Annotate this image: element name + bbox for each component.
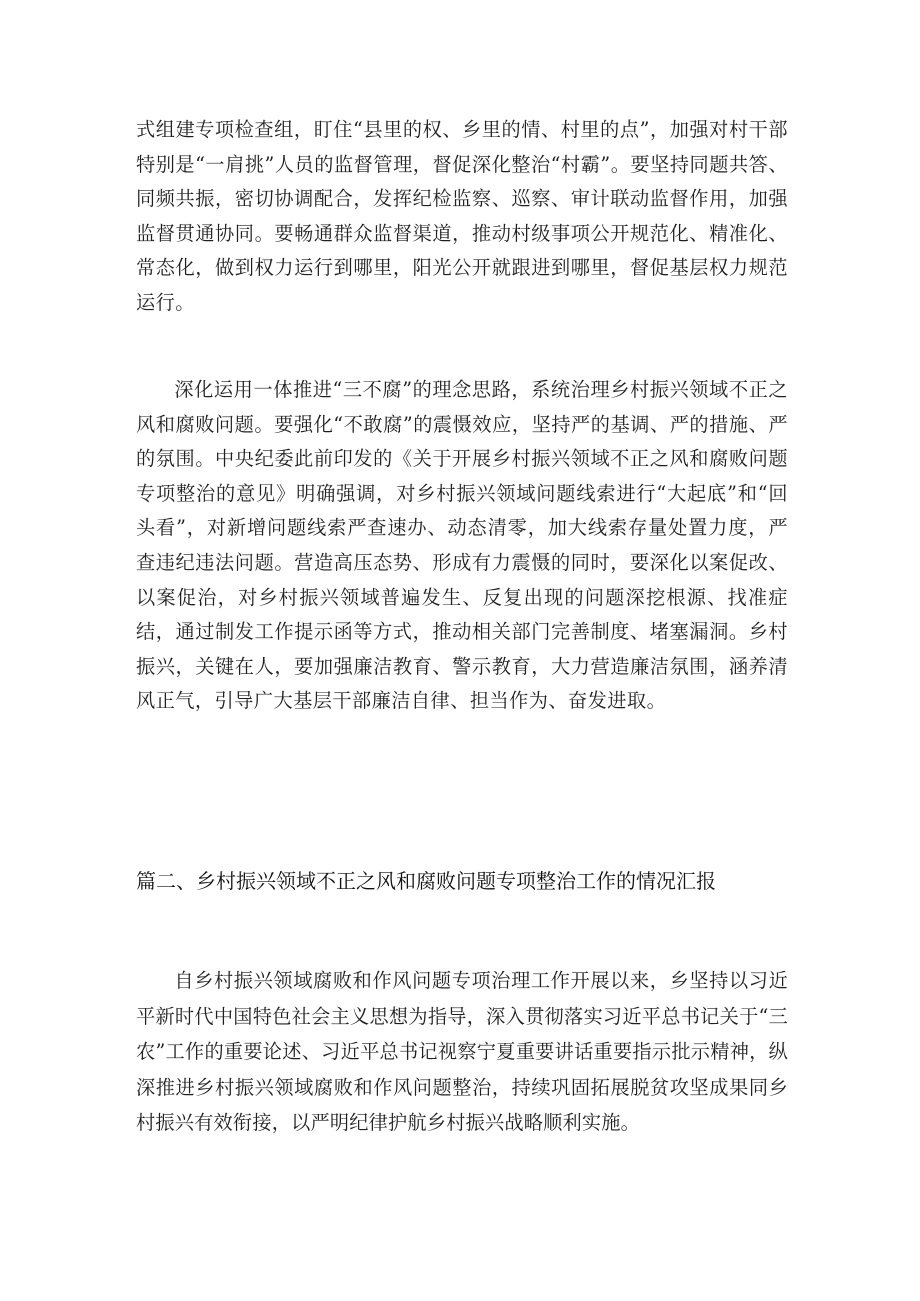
paragraph-report-intro: 自乡村振兴领域腐败和作风问题专项治理工作开展以来，乡坚持以习近平新时代中国特色社会主义思想为指导，深入贯彻落实习近平总书记关于“三农”工作的重要论述、习近平总书记视察宁夏重要讲话重要指示批示精神，纵深推进乡村振兴领域腐败和作风问题整治，持续巩固拓展脱贫攻坚成果同乡村振兴有效衔接，以严明纪律护航乡村振兴战略顺利实施。	[136, 969, 788, 1135]
paragraph-three-no-corruption: 深化运用一体推进“三不腐”的理念思路，系统治理乡村振兴领域不正之风和腐败问题。要强化“不敢腐”的震慑效应，坚持严的基调、严的措施、严的氛围。中央纪委此前印发的《关于开展乡村振兴领域不正之风和腐败问题专项整治的意见》明确强调，对乡村振兴领域问题线索进行“大起底”和“回头看”，对新增问题线索严查速办、动态清零，加大线索存量处置力度，严查违纪违法问题。营造高压态势、形成有力震慑的同时，要深化以案促改、以案促治，对乡村振兴领域普遍发生、反复出现的问题深挖根源、找准症结，通过制发工作提示函等方式，推动相关部门完善制度、堵塞漏洞。乡村振兴，关键在人，要加强廉洁教育、警示教育，大力营造廉洁氛围，涵养清风正气，引导广大基层干部廉洁自律、担当作为、奋发进取。	[136, 378, 788, 713]
section-heading: 篇二、乡村振兴领域不正之风和腐败问题专项整治工作的情况汇报	[136, 869, 716, 893]
paragraph-continuation: 式组建专项检查组，盯住“县里的权、乡里的情、村里的点”，加强对村干部特别是“一肩挑”人员的监督管理，督促深化整治“村霸”。要坚持同题共答、同频共振，密切协调配合，发挥纪检监察、巡察、审计联动监督作用，加强监督贯通协同。要畅通群众监督渠道，推动村级事项公开规范化、精准化、常态化，做到权力运行到哪里，阳光公开就跟进到哪里，督促基层权力规范运行。	[136, 118, 788, 314]
